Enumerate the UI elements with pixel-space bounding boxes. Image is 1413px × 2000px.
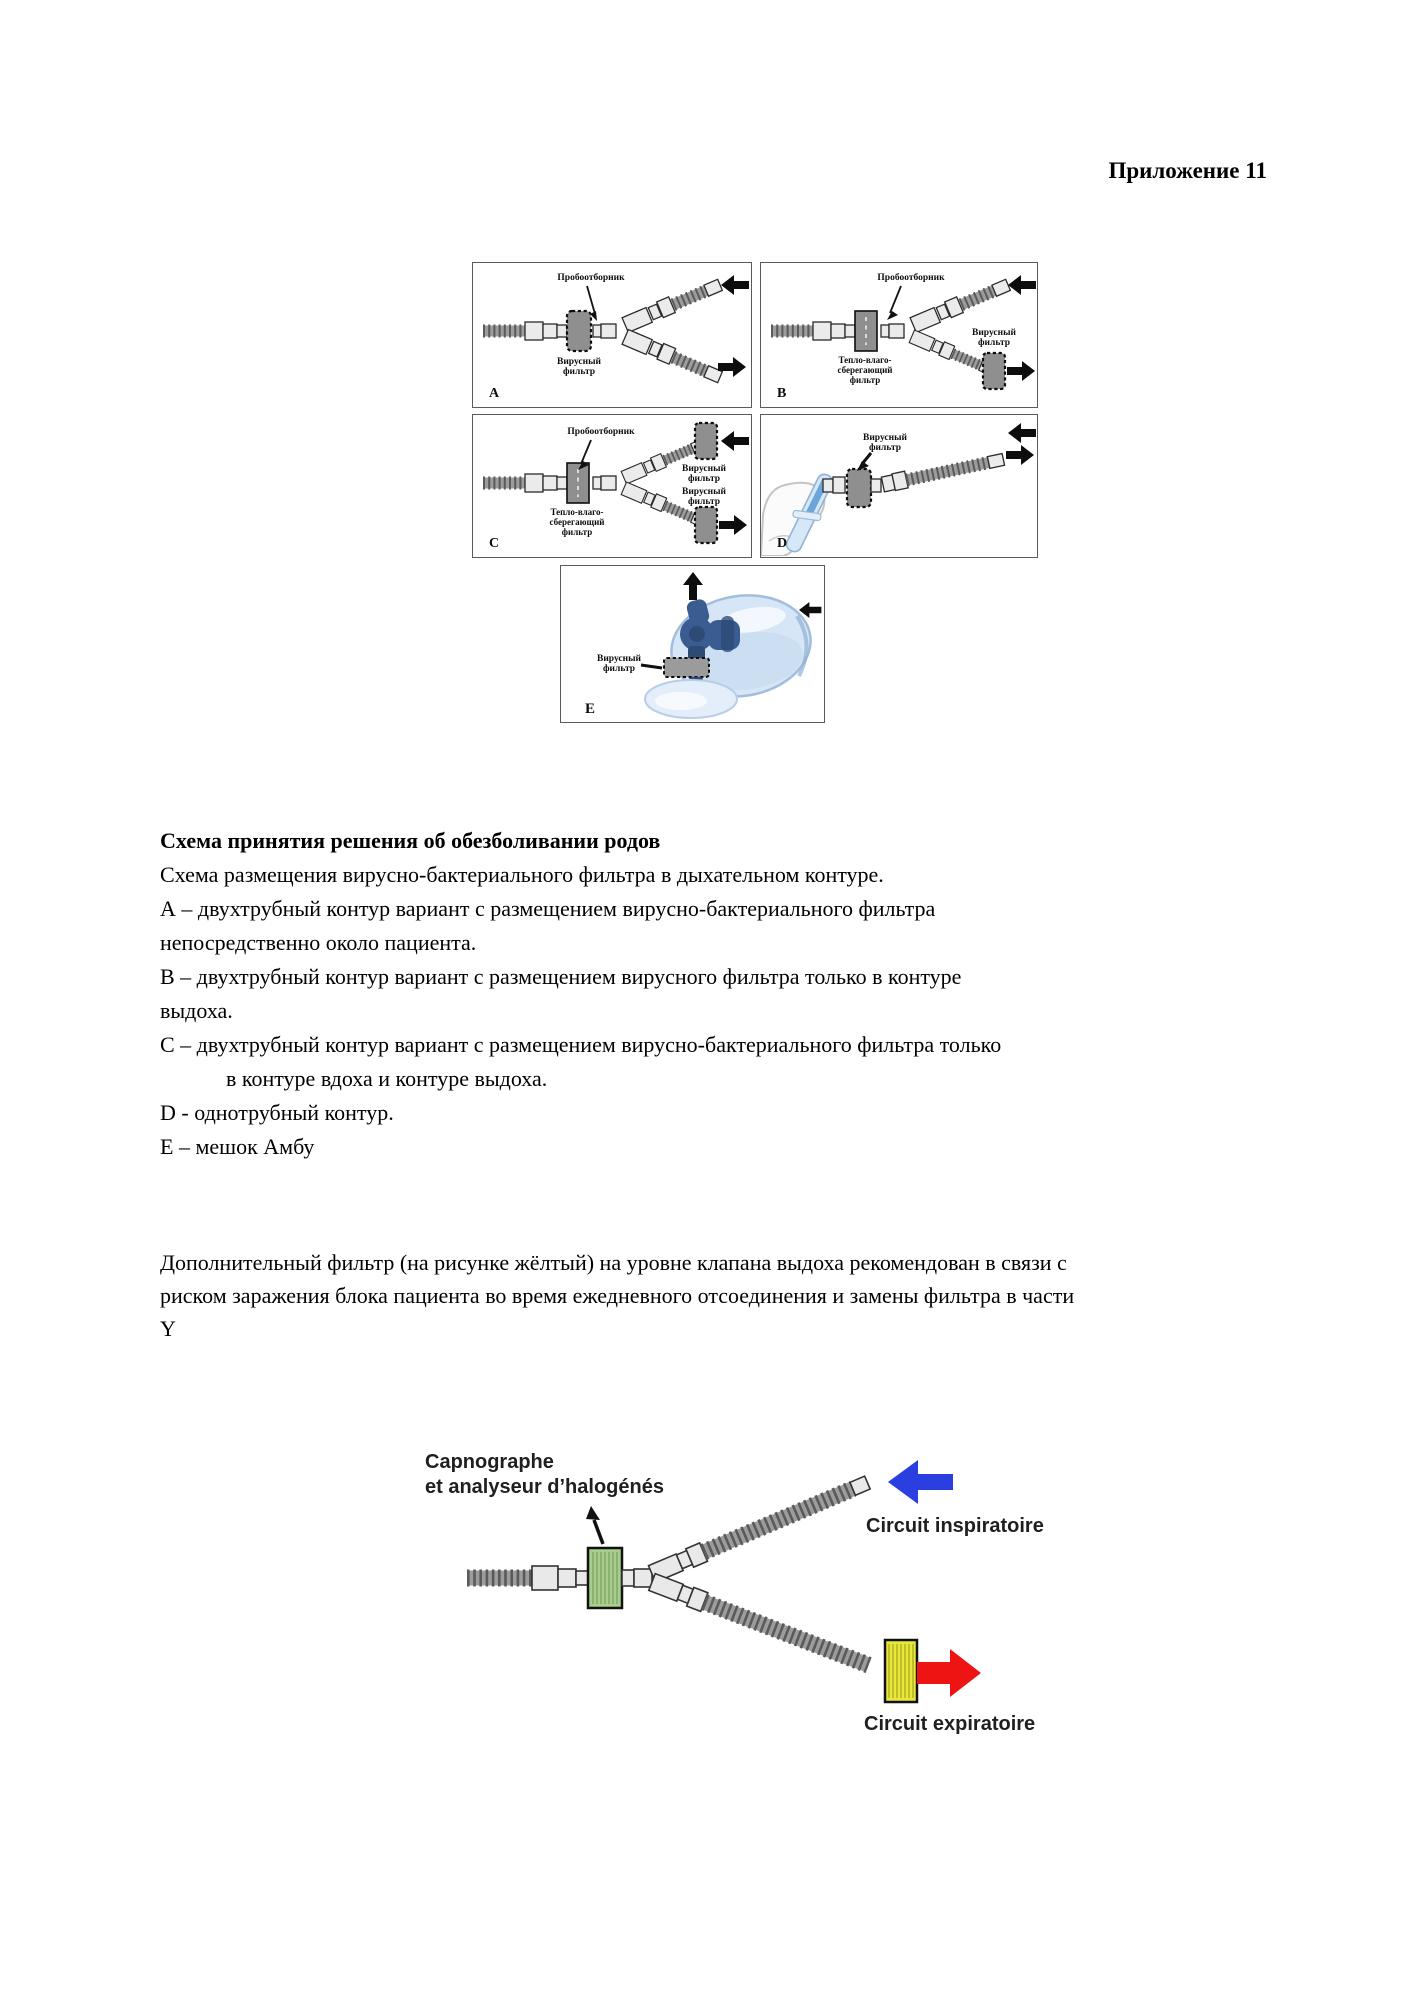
- description-line: С – двухтрубный контур вариант с размещением вирусно-бактериального фильтра только: [160, 1032, 1002, 1057]
- svg-text:et analyseur d’halogénés: et analyseur d’halogénés: [425, 1476, 664, 1498]
- description-line: непосредственно около пациента.: [160, 930, 477, 955]
- inspiratory-arrow-icon: [721, 275, 749, 295]
- expiratory-arrow-icon: [1007, 361, 1035, 381]
- description-line: Схема размещения вирусно-бактериального фильтра в дыхательном контуре.: [160, 862, 884, 887]
- panel-d: [760, 414, 1038, 558]
- note-line: Y: [160, 1316, 176, 1341]
- figure-description: [160, 824, 1280, 1164]
- svg-text:фильтр: фильтр: [687, 474, 721, 484]
- filter-stripes: [889, 1644, 913, 1698]
- description-line: В – двухтрубный контур вариант с размещением вирусного фильтра только в контуре: [160, 964, 962, 989]
- inspiratory-flow-arrow: [888, 1460, 953, 1504]
- inspiratory-arrow-icon: [1008, 275, 1036, 295]
- svg-text:фильтр: фильтр: [849, 375, 881, 385]
- note-line: риском заражения блока пациента во время ежедневного отсоединения и замены фильтра в части: [160, 1283, 1075, 1308]
- filter-stripes: [593, 1552, 617, 1604]
- svg-text:фильтр: фильтр: [602, 664, 636, 674]
- note-paragraph: [160, 1246, 1300, 1345]
- sampler-label: Пробоотборник: [877, 273, 945, 283]
- description-line: А – двухтрубный контур вариант с размещением вирусно-бактериального фильтра: [160, 896, 936, 921]
- panel-e: [560, 565, 825, 723]
- capnograph-label: Capnographe: [425, 1451, 554, 1473]
- svg-text:фильтр: фильтр: [687, 497, 721, 507]
- expiratory-arrow-icon: [718, 357, 746, 377]
- description-line: D - однотрубный контур.: [160, 1100, 394, 1125]
- exhaust-arrow-icon: [683, 572, 703, 600]
- viral-filter-label: Вирусный: [596, 654, 642, 664]
- panel-b-diagram: [761, 263, 1036, 406]
- expiratory-label: Circuit expiratoire: [864, 1713, 1036, 1735]
- panel-letter: D: [777, 536, 788, 551]
- description-line: в контуре вдоха и контуре выдоха.: [226, 1066, 548, 1091]
- expiratory-limb: [648, 1573, 872, 1675]
- viral-filter: [567, 311, 591, 351]
- viral-filter-label: Вирусный: [681, 464, 727, 474]
- hme-filter-label: Тепло-влаго-: [550, 507, 604, 517]
- svg-text:фильтр: фильтр: [562, 367, 596, 377]
- description-line: выдоха.: [160, 998, 233, 1023]
- breathing-tube: [467, 1566, 588, 1590]
- svg-text:сберегающий: сберегающий: [837, 365, 893, 375]
- viral-filter-label: Вирусный: [556, 357, 602, 367]
- panel-b: [760, 262, 1038, 408]
- inspiratory-label: Circuit inspiratoire: [866, 1515, 1044, 1537]
- panel-letter: B: [777, 386, 787, 401]
- svg-text:фильтр: фильтр: [977, 338, 1011, 348]
- pointer-arrow-icon: [887, 311, 898, 320]
- panel-letter: A: [489, 386, 500, 401]
- viral-filter-label: Вирусный: [862, 433, 908, 443]
- description-line: Е – мешок Амбу: [160, 1134, 315, 1159]
- expiratory-flow-arrow: [917, 1649, 981, 1697]
- appendix-title: Приложение 11: [1108, 158, 1267, 183]
- svg-text:сберегающий: сберегающий: [549, 517, 605, 527]
- svg-text:фильтр: фильтр: [561, 527, 593, 537]
- hme-filter-label: Тепло-влаго-: [838, 355, 892, 365]
- inspiratory-limb: [648, 1473, 871, 1583]
- sampler-label: Пробоотборник: [557, 273, 625, 283]
- panel-d-diagram: [761, 415, 1036, 556]
- breathing-tube: [881, 451, 1005, 493]
- face-mask: [645, 680, 737, 718]
- panel-c: [472, 414, 752, 558]
- svg-text:фильтр: фильтр: [868, 443, 902, 453]
- expiratory-arrow-icon: [1006, 445, 1034, 465]
- panel-letter: E: [585, 701, 596, 717]
- french-circuit-diagram: [350, 1430, 1120, 1760]
- viral-filter: [664, 658, 709, 677]
- description-heading: Схема принятия решения об обезболивании родов: [160, 828, 661, 853]
- sampler-label: Пробоотборник: [567, 427, 635, 437]
- panel-c-diagram: [473, 415, 750, 556]
- note-line: Дополнительный фильтр (на рисунке жёлтый) на уровне клапана выдоха рекомендован в связи с: [160, 1250, 1067, 1275]
- panel-letter: C: [489, 536, 500, 551]
- inspiratory-arrow-icon: [721, 431, 749, 451]
- viral-filter-label: Вирусный: [971, 328, 1017, 338]
- panel-e-diagram: [561, 566, 823, 721]
- pointer-arrow-icon: [586, 1506, 600, 1520]
- panel-a: [472, 262, 752, 408]
- expiratory-arrow-icon: [719, 515, 747, 535]
- panel-a-diagram: [473, 263, 750, 406]
- inspiratory-arrow-icon: [1008, 423, 1036, 443]
- viral-filter-label: Вирусный: [681, 487, 727, 497]
- viral-filter: [847, 469, 871, 507]
